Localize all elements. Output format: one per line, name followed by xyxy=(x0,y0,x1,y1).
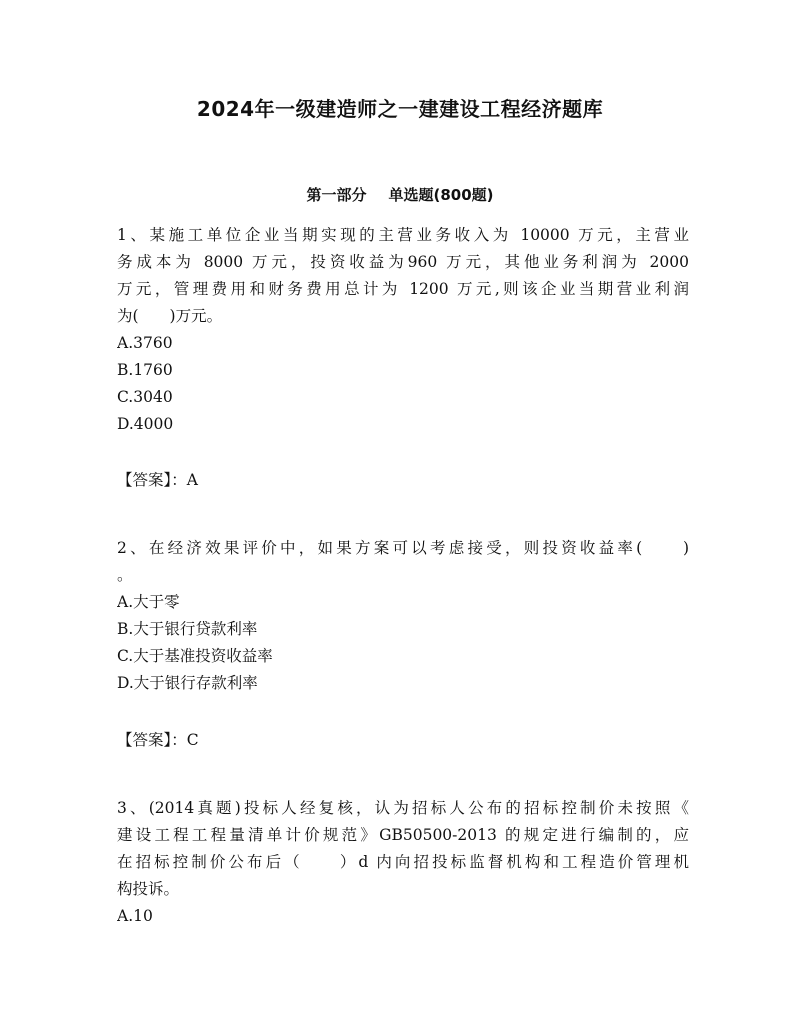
option-c: C.3040 xyxy=(117,388,173,406)
option-d: D.4000 xyxy=(117,415,174,433)
question-stem-line: 建设工程工程量清单计价规范》GB50500-2013 的规定进行编制的，应 xyxy=(117,826,689,844)
answer-2 xyxy=(117,727,199,754)
option-a: A.3760 xyxy=(117,334,173,352)
section-heading xyxy=(0,183,800,207)
section-part: 第一部分 xyxy=(306,186,367,204)
question-stem-line: 万元，管理费用和财务费用总计为 1200 万元,则该企业当期营业利润 xyxy=(117,280,689,298)
answer-label: 【答案】： xyxy=(117,471,187,489)
option-d: D.大于银行存款利率 xyxy=(117,674,258,692)
question-1 xyxy=(117,222,689,438)
answer-value: A xyxy=(186,471,198,489)
section-name: 单选题(800题) xyxy=(388,186,494,204)
question-stem-line: 1、某施工单位企业当期实现的主营业务收入为 10000 万元，主营业 xyxy=(117,226,689,244)
question-stem-line: 2、在经济效果评价中，如果方案可以考虑接受，则投资收益率( ) xyxy=(117,539,689,557)
question-stem-line: 3、(2014真题)投标人经复核，认为招标人公布的招标控制价未按照《 xyxy=(117,799,689,817)
option-b: B.大于银行贷款利率 xyxy=(117,620,258,638)
question-stem-line: 在招标控制价公布后（ ）d 内向招投标监督机构和工程造价管理机 xyxy=(117,853,689,871)
document-title: 2024年一级建造师之一建建设工程经济题库 xyxy=(196,97,604,121)
answer-1 xyxy=(117,467,198,494)
question-2 xyxy=(117,535,689,697)
answer-value: C xyxy=(186,731,199,749)
option-c: C.大于基准投资收益率 xyxy=(117,647,273,665)
option-b: B.1760 xyxy=(117,361,173,379)
option-a: A.10 xyxy=(117,907,153,925)
question-stem-line: 构投诉。 xyxy=(117,880,180,898)
question-3 xyxy=(117,795,689,930)
answer-label: 【答案】： xyxy=(117,731,187,749)
question-stem-line: 。 xyxy=(117,566,133,584)
question-stem-line: 为( )万元。 xyxy=(117,307,223,325)
option-a: A.大于零 xyxy=(117,593,180,611)
question-stem-line: 务成本为 8000 万元，投资收益为960 万元，其他业务利润为 2000 xyxy=(117,253,689,271)
